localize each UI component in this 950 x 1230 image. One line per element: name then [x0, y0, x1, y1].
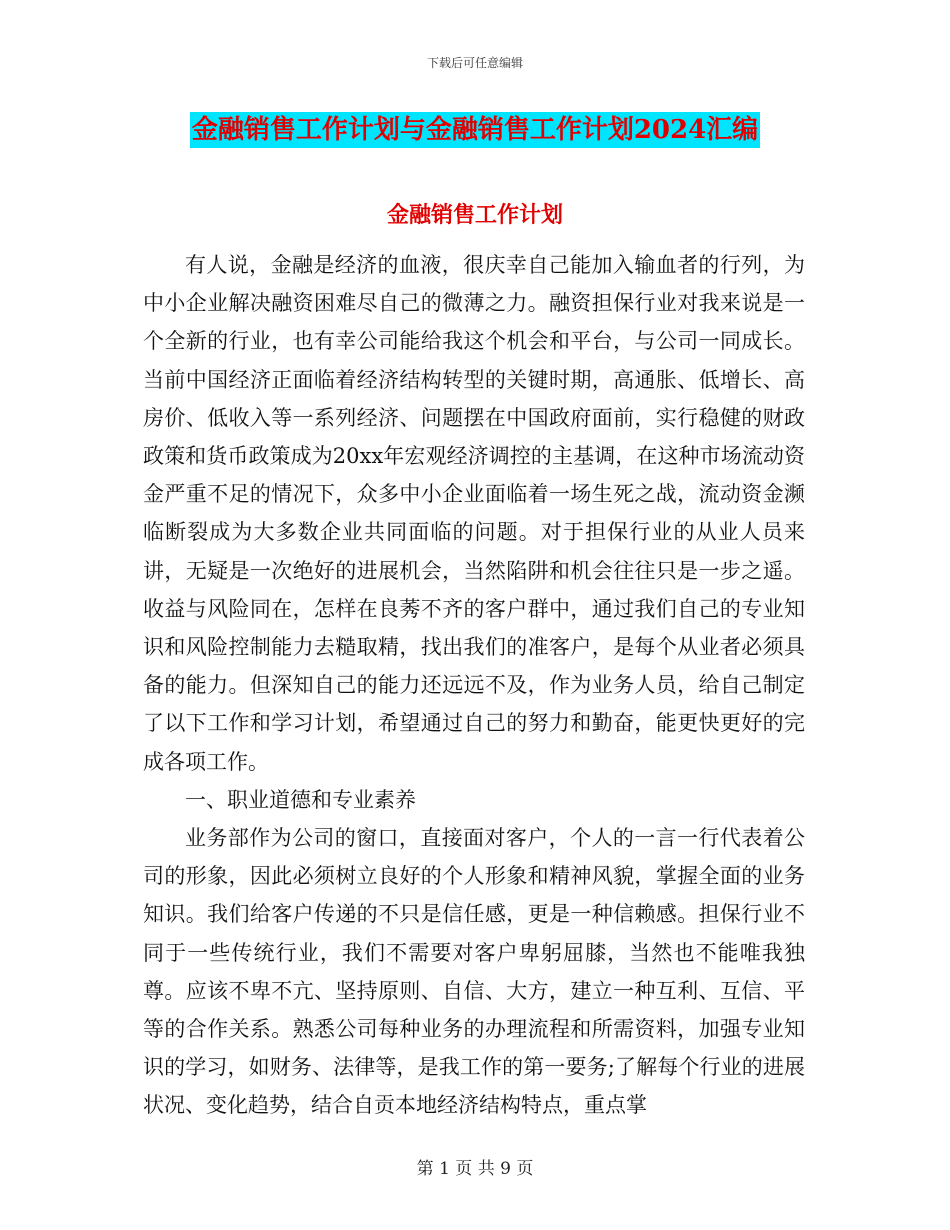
- page-header-note: 下载后可任意编辑: [426, 56, 523, 70]
- page-number-footer: 第 1 页 共 9 页: [416, 1159, 534, 1179]
- section-title: 金融销售工作计划: [386, 202, 563, 228]
- section-heading-1: 一、职业道德和专业素养: [185, 787, 416, 812]
- paragraph-intro: 有人说，金融是经济的血液，很庆幸自己能加入输血者的行列，为中小企业解决融资困难尽自己的微薄之力。融资担保行业对我来说是一个全新的行业，也有幸公司能给我这个机会和平台，与公司一同成长。当前中国经济正面临着经济结构转型的关键时期，高通胀、低增长、高房价、低收入等一系列经济、问题摆在中国政府面前，实行稳健的财政政策和货币政策成为20xx年宏观经济调控的主基调，在这种市场流动资金严重不足的情况下，众多中小企业面临着一场生死之战，流动资金濒临断裂成为大多数企业共同面临的问题。对于担保行业的从业人员来讲，无疑是一次绝好的进展机会，当然陷阱和机会往往只是一步之遥。收益与风险同在，怎样在良莠不齐的客户群中，通过我们自己的专业知识和风险控制能力去糙取精，找出我们的准客户，是每个从业者必须具备的能力。但深知自己的能力还远远不及，作为业务人员，给自己制定了以下工作和学习计划，希望通过自己的努力和勤奋，能更快更好的完成各项工作。: [143, 253, 805, 774]
- document-body: [143, 246, 805, 1125]
- paragraph-section-1: 业务部作为公司的窗口，直接面对客户，个人的一言一行代表着公司的形象，因此必须树立良好的个人形象和精神风貌，掌握全面的业务知识。我们给客户传递的不只是信任感，更是一种信赖感。担保行业不同于一些传统行业，我们不需要对客户卑躬屈膝，当然也不能唯我独尊。应该不卑不亢、坚持原则、自信、大方，建立一种互利、互信、平等的合作关系。熟悉公司每种业务的办理流程和所需资料，加强专业知识的学习，如财务、法律等，是我工作的第一要务;了解每个行业的进展状况、变化趋势，结合自贡本地经济结构特点，重点掌: [143, 826, 805, 1118]
- title-container: [0, 112, 950, 148]
- main-title: 金融销售工作计划与金融销售工作计划2024汇编: [190, 112, 760, 148]
